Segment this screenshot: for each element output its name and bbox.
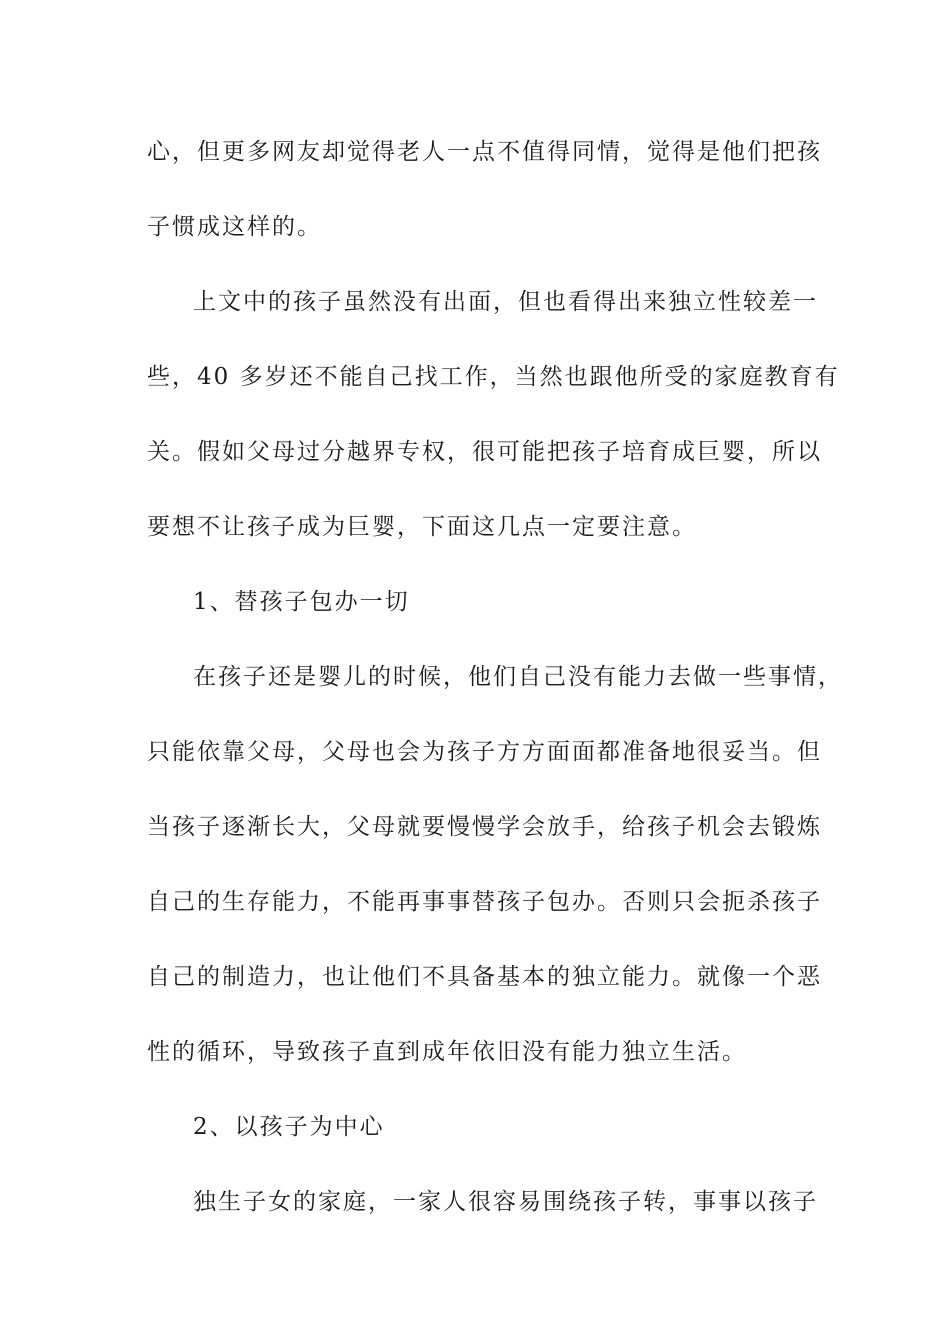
paragraph-start-line: 上文中的孩子虽然没有出面，但也看得出来独立性较差一 (193, 289, 818, 315)
text-line: 自己的生存能力，不能再事事替孩子包办。否则只会扼杀孩子 (147, 889, 822, 915)
section-heading-1: 1、替孩子包办一切 (193, 589, 410, 615)
text-line: 只能依靠父母，父母也会为孩子方方面面都准备地很妥当。但 (147, 739, 822, 765)
text-line: 要想不让孩子成为巨婴，下面这几点一定要注意。 (147, 514, 697, 540)
text-line: 当孩子逐渐长大，父母就要慢慢学会放手，给孩子机会去锻炼 (147, 814, 822, 840)
text-line: 关。假如父母过分越界专权，很可能把孩子培育成巨婴，所以 (147, 439, 822, 465)
text-line: 些，40 多岁还不能自己找工作，当然也跟他所受的家庭教育有 (147, 364, 840, 390)
paragraph-start-line: 独生子女的家庭，一家人很容易围绕孩子转，事事以孩子 (193, 1189, 818, 1215)
text-line: 子惯成这样的。 (147, 214, 322, 240)
section-heading-2: 2、以孩子为中心 (193, 1114, 385, 1140)
text-line: 心，但更多网友却觉得老人一点不值得同情，觉得是他们把孩 (147, 139, 822, 165)
text-line: 自己的制造力，也让他们不具备基本的独立能力。就像一个恶 (147, 964, 822, 990)
text-line: 性的循环，导致孩子直到成年依旧没有能力独立生活。 (147, 1039, 747, 1065)
paragraph-start-line: 在孩子还是婴儿的时候，他们自己没有能力去做一些事情， (193, 664, 843, 690)
